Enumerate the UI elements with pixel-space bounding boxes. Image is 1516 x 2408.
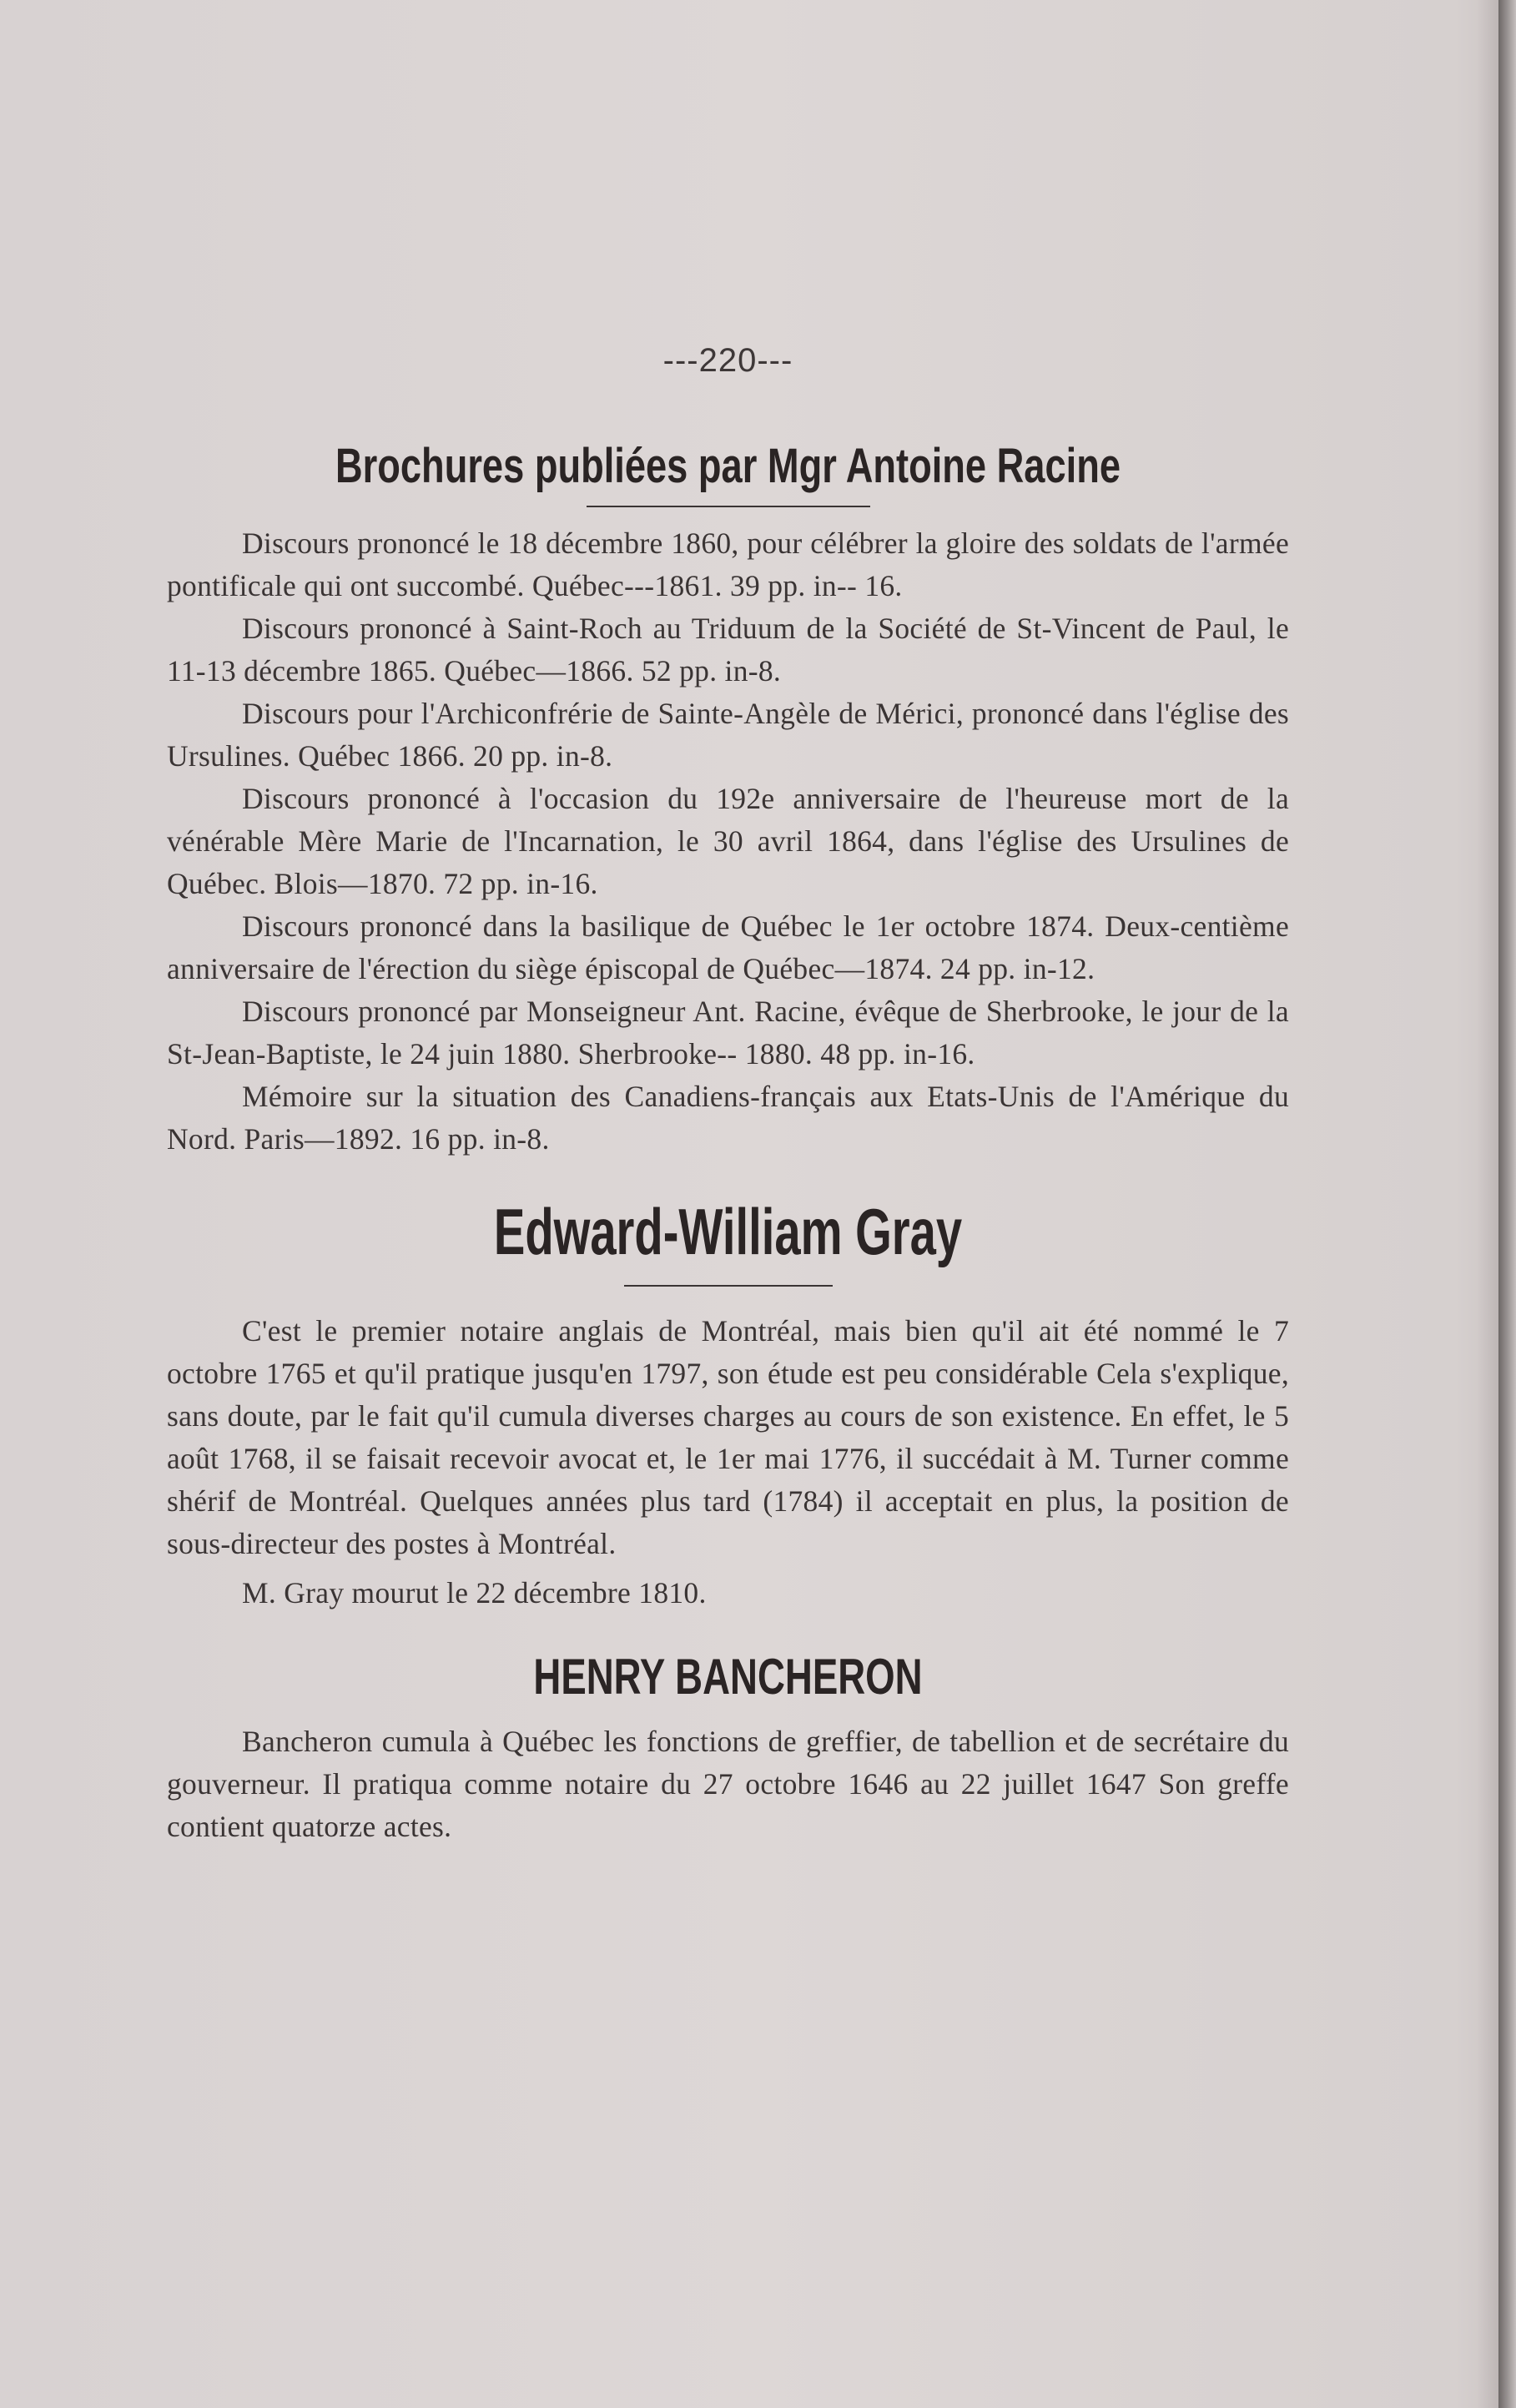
page-number: ---220---	[662, 342, 793, 379]
brochure-entry: Discours prononcé par Monseigneur Ant. Racine, évêque de Sherbrooke, le jour de la St-Jean-Baptiste, le 24 juin 1880. Sherbrooke-- 1880. 48 pp. in-16.	[167, 995, 1289, 1071]
heading-underline	[587, 506, 870, 507]
heading-bancheron: HENRY BANCHERON	[533, 1649, 923, 1705]
brochure-entry: Discours prononcé le 18 décembre 1860, pour célébrer la gloire des soldats de l'armée pontificale qui ont succombé. Québec---1861. 39 pp. in-- 16.	[167, 526, 1289, 602]
gray-paragraph: M. Gray mourut le 22 décembre 1810.	[242, 1576, 707, 1610]
gray-paragraph: C'est le premier notaire anglais de Montréal, mais bien qu'il ait été nommé le 7 octobre 1765 et qu'il pratique jusqu'en 1797, son étude est peu considérable Cela s'explique, sans doute, par le fait qu'il cumula diverses charges au cours de son existence. En effet, le 5 août 1768, il se faisait recevoir avocat et, le 1er mai 1776, il succédait à M. Turner comme shérif de Montréal. Quelques années plus tard (1784) il acceptait en plus, la position de sous-directeur des postes à Montréal.	[167, 1314, 1289, 1560]
brochure-entry: Discours pour l'Archiconfrérie de Sainte-Angèle de Mérici, prononcé dans l'église des Ursulines. Québec 1866. 20 pp. in-8.	[167, 697, 1289, 773]
bancheron-paragraph: Bancheron cumula à Québec les fonctions de greffier, de tabellion et de secrétaire du gouverneur. Il pratiqua comme notaire du 27 octobre 1646 au 22 juillet 1647 Son greffe contient quatorze actes.	[167, 1725, 1289, 1843]
heading-gray: Edward-William Gray	[493, 1195, 963, 1268]
brochure-entry: Mémoire sur la situation des Canadiens-français aux Etats-Unis de l'Amérique du Nord. Paris—1892. 16 pp. in-8.	[167, 1080, 1289, 1156]
page-fold-shadow	[1477, 0, 1498, 2408]
brochure-entry: Discours prononcé à l'occasion du 192e anniversaire de l'heureuse mort de la vénérable Mère Marie de l'Incarnation, le 30 avril 1864, dans l'église des Ursulines de Québec. Blois—1870. 72 pp. in-16.	[167, 782, 1289, 900]
page-content	[167, 342, 1289, 1848]
heading-underline	[624, 1285, 833, 1287]
brochure-entry: Discours prononcé à Saint-Roch au Triduum de la Société de St-Vincent de Paul, le 11-13 décembre 1865. Québec—1866. 52 pp. in-8.	[167, 612, 1289, 688]
page-edge	[1498, 0, 1516, 2408]
heading-brochures: Brochures publiées par Mgr Antoine Racine	[335, 439, 1121, 493]
brochure-entry: Discours prononcé dans la basilique de Québec le 1er octobre 1874. Deux-centième anniversaire de l'érection du siège épiscopal de Québec—1874. 24 pp. in-12.	[167, 909, 1289, 985]
